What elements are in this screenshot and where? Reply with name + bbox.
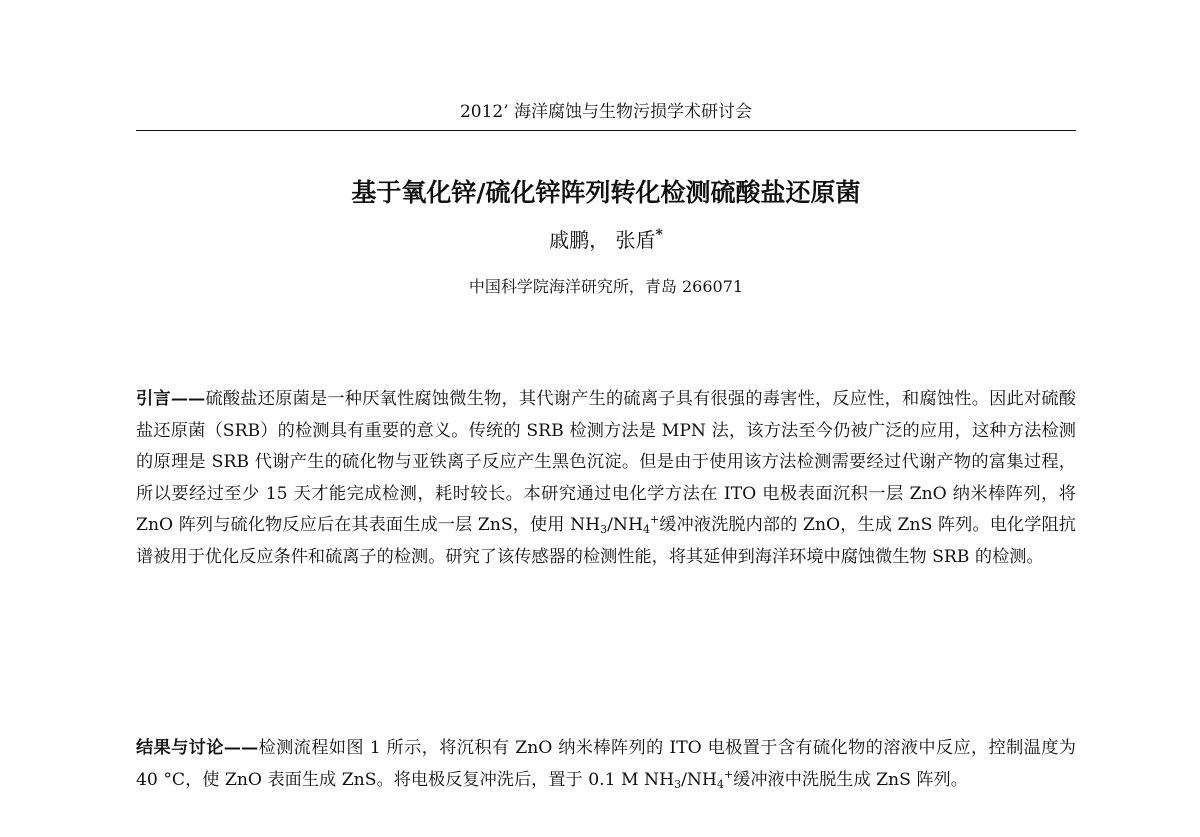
running-header: 2012’ 海洋腐蚀与生物污损学术研讨会 — [459, 102, 753, 122]
intro-subscript: 3 — [600, 523, 608, 537]
results-text: 缓冲液中洗脱生成 ZnS 阵列。 — [733, 769, 968, 790]
intro-superscript: + — [649, 513, 660, 527]
results-subscript: 4 — [716, 777, 724, 791]
affiliation: 中国科学院海洋研究所，青岛 266071 — [468, 277, 744, 296]
intro-paragraph — [136, 384, 1076, 574]
authors: 戚鹏， 张盾 — [549, 228, 656, 252]
author-line — [136, 226, 1076, 254]
results-text: 检测流程如图 1 所示，将沉积有 ZnO 纳米棒阵列的 ITO 电极置于含有硫化物的溶液中反应，控制温度为 40 °C，使 ZnO 表面生成 ZnS。将电极反复冲洗后，置于 0.1 M NH — [136, 738, 1076, 790]
results-text: /NH — [681, 769, 717, 790]
results-subscript: 3 — [674, 777, 682, 791]
paper-title: 基于氧化锌/硫化锌阵列转化检测硫酸盐还原菌 — [351, 178, 861, 207]
intro-text: /NH — [607, 515, 643, 536]
results-superscript: + — [723, 767, 734, 781]
results-paragraph — [136, 733, 1076, 796]
corresponding-author-mark: * — [655, 227, 663, 243]
intro-text: 缓冲液洗脱内部的 ZnO，生成 ZnS 阵列。电化学阻抗谱被用于优化反应条件和硫离子的检测。研究了该传感器的检测性能，将其延伸到海洋环境中腐蚀微生物 SRB 的检测。 — [136, 515, 1076, 567]
results-heading: 结果与讨论—— — [136, 738, 259, 758]
intro-heading: 引言—— — [136, 389, 206, 409]
intro-text: 硫酸盐还原菌是一种厌氧性腐蚀微生物，其代谢产生的硫离子具有很强的毒害性，反应性，和腐蚀性。因此对硫酸盐还原菌（SRB）的检测具有重要的意义。传统的 SRB 检测方法是 MPN 法，该方法至今仍被广泛的应用，这种方法检测的原理是 SRB 代谢产生的硫化物与亚铁离子反应产生黑色沉淀。但是由于使用该方法检测需要经过代谢产物的富集过程，所以要经过至少 15 天才能完成检测，耗时较长。本研究通过电化学方法在 ITO 电极表面沉积一层 ZnO 纳米棒阵列，将 ZnO 阵列与硫化物反应后在其表面生成一层 ZnS，使用 NH — [136, 389, 1076, 536]
intro-subscript: 4 — [642, 523, 650, 537]
header-rule — [136, 130, 1076, 131]
